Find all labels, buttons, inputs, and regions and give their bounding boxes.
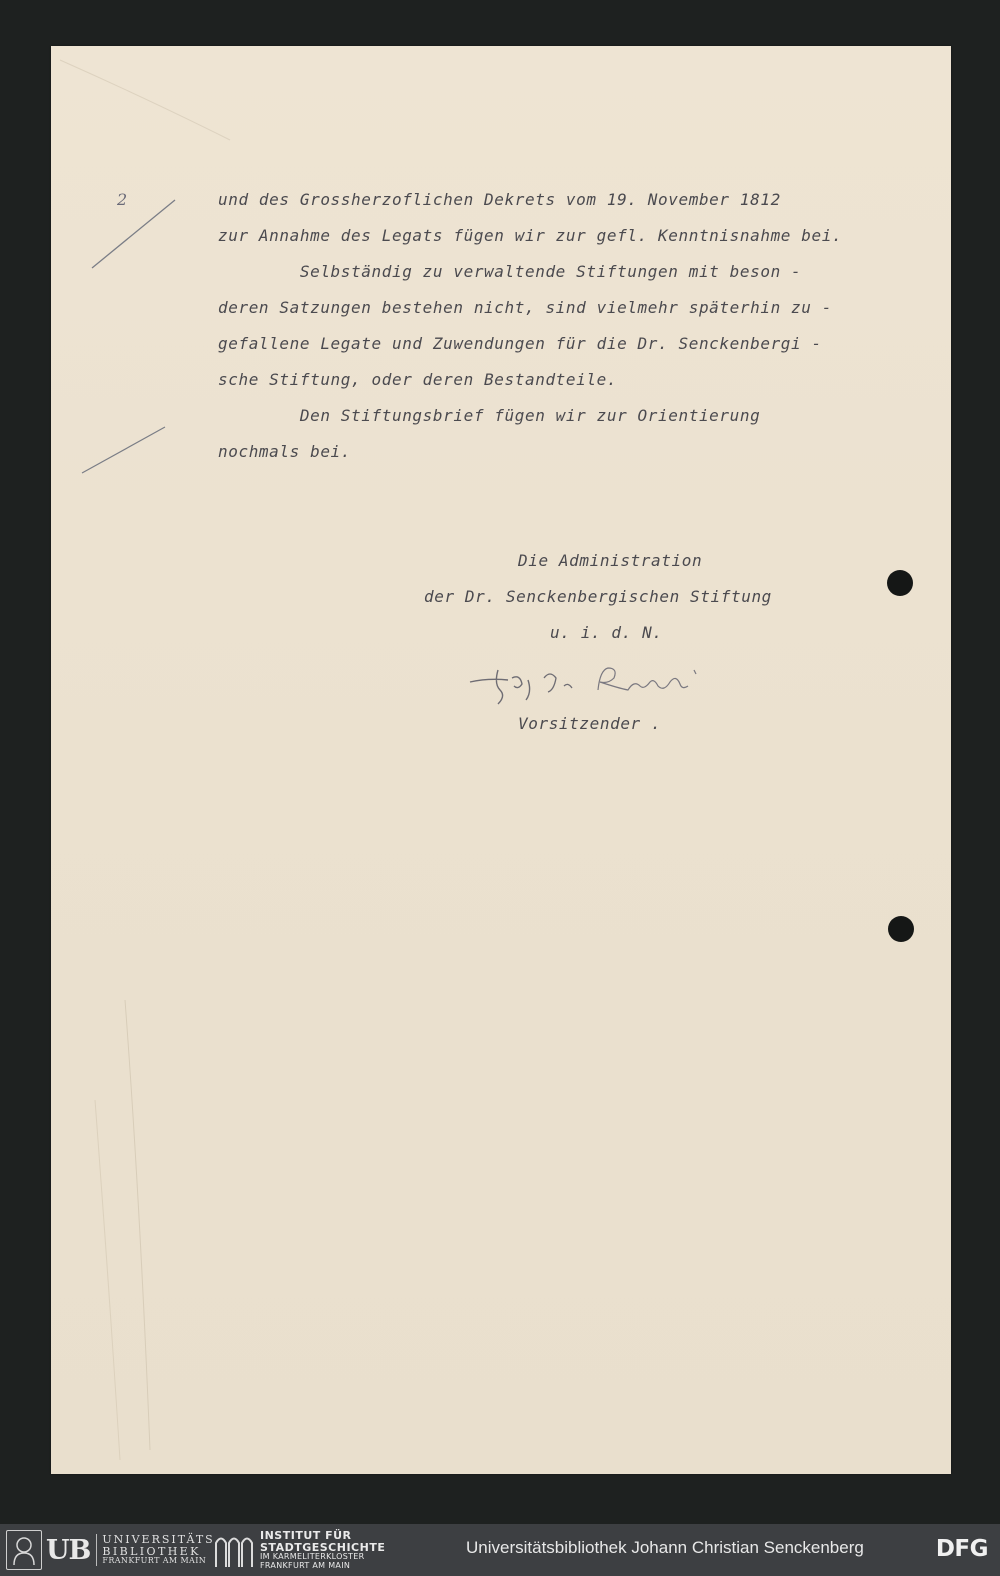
isg-line-4: FRANKFURT AM MAIN bbox=[260, 1560, 351, 1570]
ub-logo[interactable] bbox=[6, 1530, 215, 1570]
body-line-3: Selbständig zu verwaltende Stiftungen mit beson - bbox=[218, 262, 802, 281]
punch-hole-icon bbox=[888, 916, 914, 942]
body-line-1: und des Grossherzoflichen Dekrets vom 19. November 1812 bbox=[218, 190, 781, 209]
library-name-link[interactable]: Universitätsbibliothek Johann Christian Senckenberg bbox=[466, 1538, 864, 1557]
closing-line-2: der Dr. Senckenbergischen Stiftung bbox=[424, 587, 772, 606]
handwritten-signature bbox=[468, 660, 718, 710]
ub-logo-letters: UB bbox=[46, 1534, 91, 1566]
isg-logo-text bbox=[260, 1530, 385, 1570]
arches-emblem-icon bbox=[214, 1531, 254, 1569]
body-line-4: deren Satzungen bestehen nicht, sind vielmehr späterhin zu - bbox=[218, 298, 832, 317]
isg-line-1: INSTITUT FÜR bbox=[260, 1529, 352, 1543]
ub-logo-text bbox=[96, 1534, 214, 1565]
ub-line-2: BIBLIOTHEK bbox=[102, 1544, 201, 1558]
isg-line-3: IM KARMELITERKLOSTER bbox=[260, 1552, 365, 1562]
body-line-8: nochmals bei. bbox=[218, 442, 352, 461]
closing-line-1: Die Administration bbox=[518, 551, 703, 570]
body-line-6: sche Stiftung, oder deren Bestandteile. bbox=[218, 370, 618, 389]
body-line-5: gefallene Legate und Zuwendungen für die Dr. Senckenbergi - bbox=[218, 334, 822, 353]
isg-line-2: STADTGESCHICHTE bbox=[260, 1540, 386, 1554]
closing-line-3: u. i. d. N. bbox=[550, 623, 663, 642]
ub-line-1: UNIVERSITÄTS bbox=[102, 1533, 215, 1547]
punch-hole-icon bbox=[887, 570, 913, 596]
ub-line-3: FRANKFURT AM MAIN bbox=[102, 1556, 207, 1566]
dfg-logo[interactable]: DFG bbox=[935, 1536, 988, 1562]
portrait-emblem-icon bbox=[6, 1530, 42, 1570]
footer-bar bbox=[0, 1524, 1000, 1576]
signature-title: Vorsitzender . bbox=[518, 714, 662, 733]
isg-logo[interactable] bbox=[214, 1530, 385, 1570]
page-number-mark: 2 bbox=[117, 190, 128, 209]
body-line-2: zur Annahme des Legats fügen wir zur gefl. Kenntnisnahme bei. bbox=[218, 226, 843, 245]
body-line-7: Den Stiftungsbrief fügen wir zur Orientierung bbox=[218, 406, 761, 425]
